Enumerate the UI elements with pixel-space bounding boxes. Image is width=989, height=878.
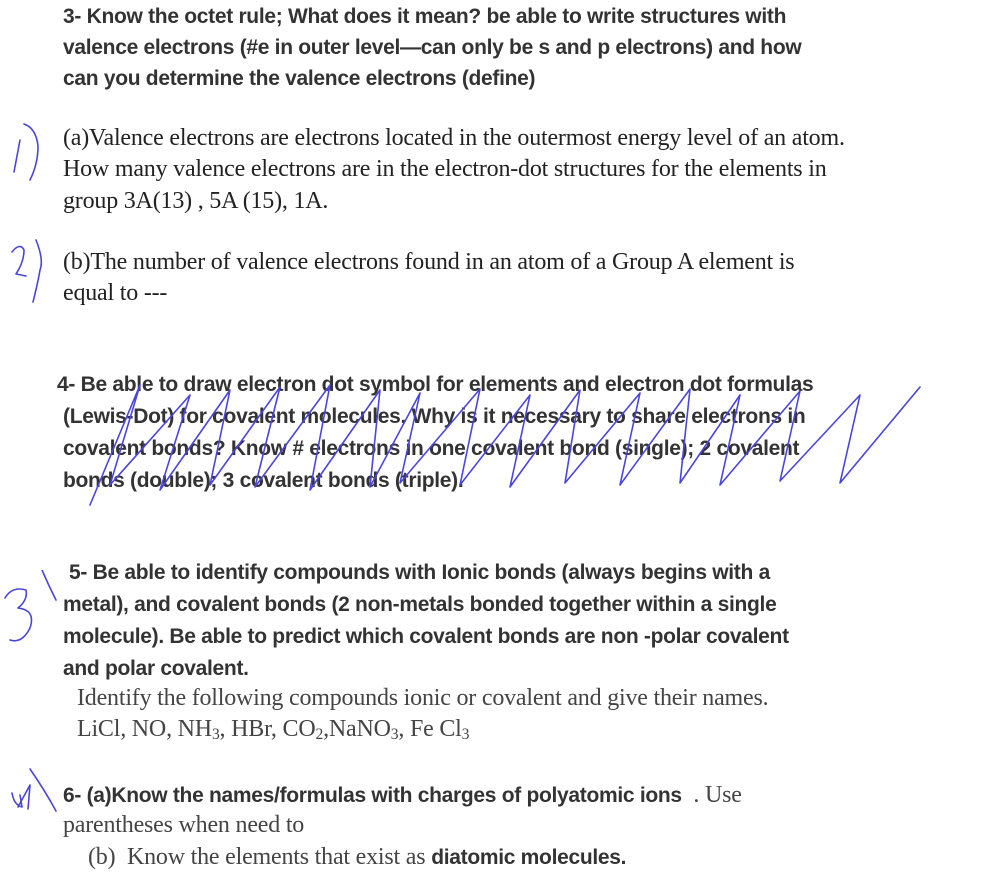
q5-instruction: Identify the following compounds ionic or covalent and give their names. <box>77 685 769 711</box>
q4-heading-line-1: 4- Be able to draw electron dot symbol for elements and electron dot formulas <box>57 373 814 396</box>
q3-heading-line-3: can you determine the valence electrons (define) <box>63 67 536 90</box>
handwritten-scribble-icon <box>80 375 960 515</box>
q4-heading-line-2: (Lewis-Dot) for covalent molecules. Why is it necessary to share electrons in <box>63 405 806 428</box>
subscript: 3 <box>211 726 220 744</box>
compound-text: ,NaNO <box>323 716 391 742</box>
q6-line-2: parentheses when need to <box>63 812 305 838</box>
q3-heading-line-1: 3- Know the octet rule; What does it mean? be able to write structures with <box>63 5 787 28</box>
handwritten-mark-4-icon <box>0 765 70 825</box>
q5-heading-line-1: 5- Be able to identify compounds with Ionic bonds (always begins with a <box>69 561 770 584</box>
q3-part-a-line-1: (a)Valence electrons are electrons located in the outermost energy level of an atom. <box>63 125 845 151</box>
subscript: 3 <box>461 726 470 744</box>
q3-part-b-line-2: equal to --- <box>63 280 168 306</box>
q3-part-a-line-2: How many valence electrons are in the electron-dot structures for the elements in <box>63 156 827 182</box>
subscript: 2 <box>315 726 324 744</box>
q6-part-b-bold: diatomic molecules. <box>431 846 627 869</box>
handwritten-mark-1-icon <box>0 110 60 190</box>
q5-heading-line-4: and polar covalent. <box>63 657 249 680</box>
q4-heading-line-3: covalent bonds? Know # electrons in one covalent bond (single); 2 covalent <box>63 437 800 460</box>
handwritten-mark-2-icon <box>0 230 60 310</box>
q4-heading-line-4: bonds (double); 3 covalent bonds (triple). <box>63 469 464 492</box>
compound-text: , Fe Cl <box>398 716 462 742</box>
q5-compound-list <box>77 716 469 743</box>
handwritten-mark-3-icon <box>0 570 70 650</box>
q3-part-b-line-1: (b)The number of valence electrons found in an atom of a Group A element is <box>63 249 795 275</box>
q6-part-b-prefix: (b) Know the elements that exist as <box>88 844 432 870</box>
q6-part-b <box>88 844 626 871</box>
q3-part-a-line-3: group 3A(13) , 5A (15), 1A. <box>63 188 329 214</box>
q5-heading-line-3: molecule). Be able to predict which covalent bonds are non -polar covalent <box>63 625 789 648</box>
q6-heading-tail: . Use <box>681 782 742 808</box>
q5-heading-line-2: metal), and covalent bonds (2 non-metals bonded together within a single <box>63 593 777 616</box>
q3-heading-line-2: valence electrons (#e in outer level—can only be s and p electrons) and how <box>63 36 802 59</box>
q6-heading-line-1 <box>63 782 742 809</box>
compound-text: LiCl, NO, NH <box>77 716 212 742</box>
subscript: 3 <box>390 726 399 744</box>
compound-text: , HBr, CO <box>219 716 316 742</box>
q6-heading-bold: 6- (a)Know the names/formulas with charges of polyatomic ions <box>63 784 682 807</box>
